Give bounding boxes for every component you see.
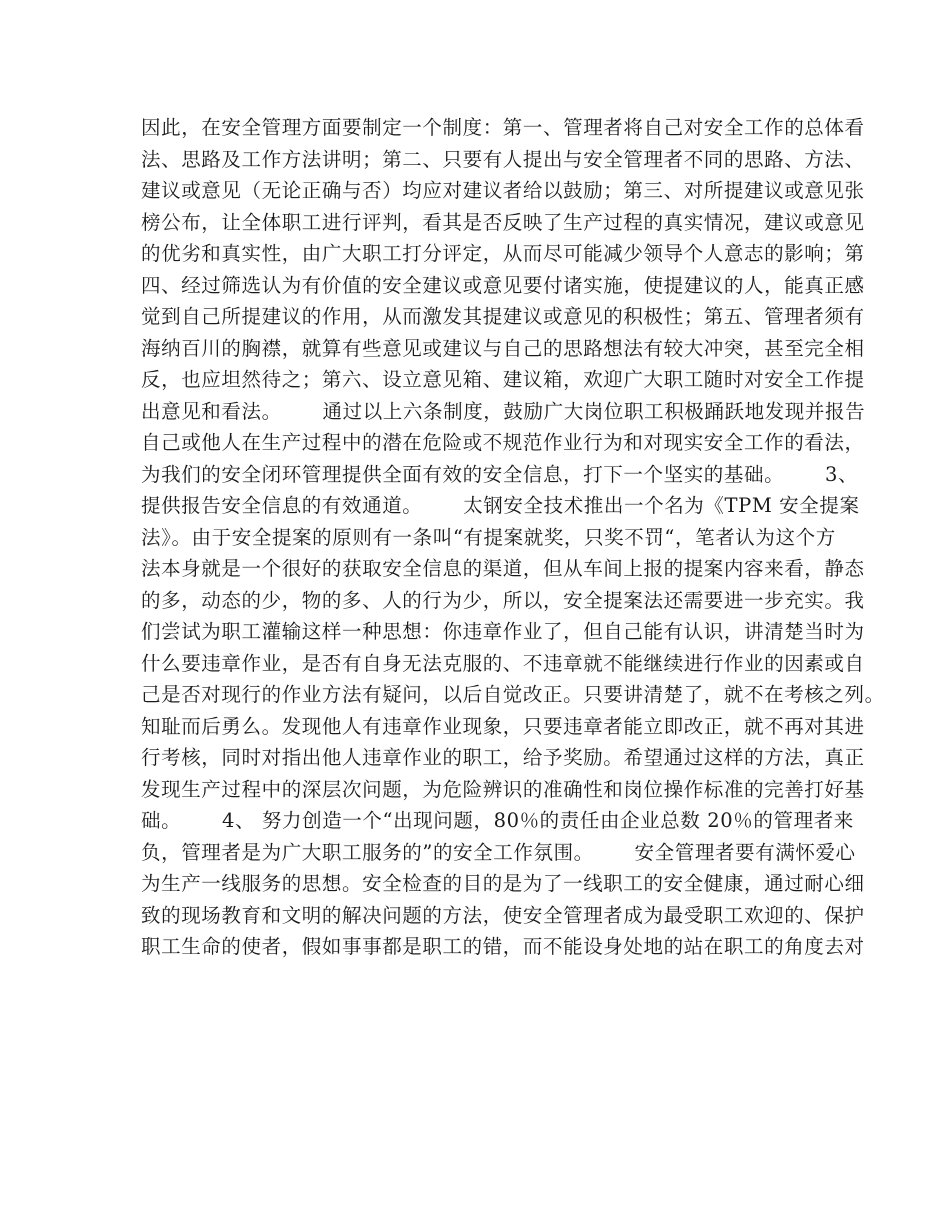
text-line: 知耻而后勇么。发现他人有违章作业现象，只要违章者能立即改正，就不再对其进: [141, 714, 865, 738]
text-line: 四、经过筛选认为有价值的安全建议或意见要付诸实施，使提建议的人，能真正感: [141, 273, 865, 297]
text-line: 的多，动态的少，物的多、人的行为少，所以，安全提案法还需要进一步充实。我: [141, 588, 865, 612]
text-line: 反，也应坦然待之；第六、设立意见箱、建议箱，欢迎广大职工随时对安全工作提: [141, 368, 865, 391]
text-line: 出意见和看法。 通过以上六条制度，鼓励广大岗位职工积极踊跃地发现并报告: [141, 399, 866, 423]
text-line: 职工生命的使者，假如事事都是职工的错，而不能设身处地的站在职工的角度去对: [141, 935, 865, 958]
text-line: 海纳百川的胸襟，就算有些意见或建议与自己的思路想法有较大冲突，甚至完全相: [141, 336, 865, 360]
text-line: 发现生产过程中的深层次问题，为危险辨识的准确性和岗位操作标准的完善打好基: [141, 777, 865, 801]
text-line: 什么要违章作业，是否有自身无法克服的、不违章就不能继续进行作业的因素或自: [141, 651, 865, 675]
body-text: [141, 112, 885, 963]
text-line: 致的现场教育和文明的解决问题的方法，使安全管理者成为最受职工欢迎的、保护: [141, 903, 865, 927]
text-line: 榜公布，让全体职工进行评判，看其是否反映了生产过程的真实情况，建议或意见: [141, 210, 865, 234]
text-line: 法》。由于安全提案的原则有一条叫“有提案就奖，只奖不罚“，笔者认为这个方: [141, 525, 836, 549]
text-line: 法本身就是一个很好的获取安全信息的渠道，但从车间上报的提案内容来看，静态: [141, 557, 865, 580]
text-line: 提供报告安全信息的有效通道。 太钢安全技术推出一个名为《TPM 安全提案: [141, 494, 860, 517]
text-line: 己是否对现行的作业方法有疑问，以后自觉改正。只要讲清楚了，就不在考核之列。: [141, 683, 885, 706]
text-line: 负，管理者是为广大职工服务的”的安全工作氛围。 安全管理者要有满怀爱心: [141, 840, 856, 864]
text-line: 建议或意见（无论正确与否）均应对建议者给以鼓励；第三、对所提建议或意见张: [141, 179, 865, 202]
text-line: 们尝试为职工灌输这样一种思想：你违章作业了，但自己能有认识，讲清楚当时为: [141, 620, 865, 643]
text-line: 觉到自己所提建议的作用，从而激发其提建议或意见的积极性；第五、管理者须有: [141, 305, 865, 328]
text-line: 因此，在安全管理方面要制定一个制度：第一、管理者将自己对安全工作的总体看: [141, 116, 865, 139]
text-line: 础。 4、 努力创造一个“出现问题，80％的责任由企业总数 20％的管理者来: [141, 809, 854, 832]
text-line: 法、思路及工作方法讲明；第二、只要有人提出与安全管理者不同的思路、方法、: [141, 147, 865, 171]
text-line: 自己或他人在生产过程中的潜在危险或不规范作业行为和对现实安全工作的看法，: [141, 431, 865, 454]
text-line: 的优劣和真实性，由广大职工打分评定，从而尽可能减少领导个人意志的影响；第: [141, 242, 865, 265]
text-line: 行考核，同时对指出他人违章作业的职工，给予奖励。希望通过这样的方法，真正: [141, 746, 865, 769]
text-line: 为我们的安全闭环管理提供全面有效的安全信息，打下一个坚实的基础。 3、: [141, 462, 859, 486]
text-line: 为生产一线服务的思想。安全检查的目的是为了一线职工的安全健康，通过耐心细: [141, 872, 865, 895]
